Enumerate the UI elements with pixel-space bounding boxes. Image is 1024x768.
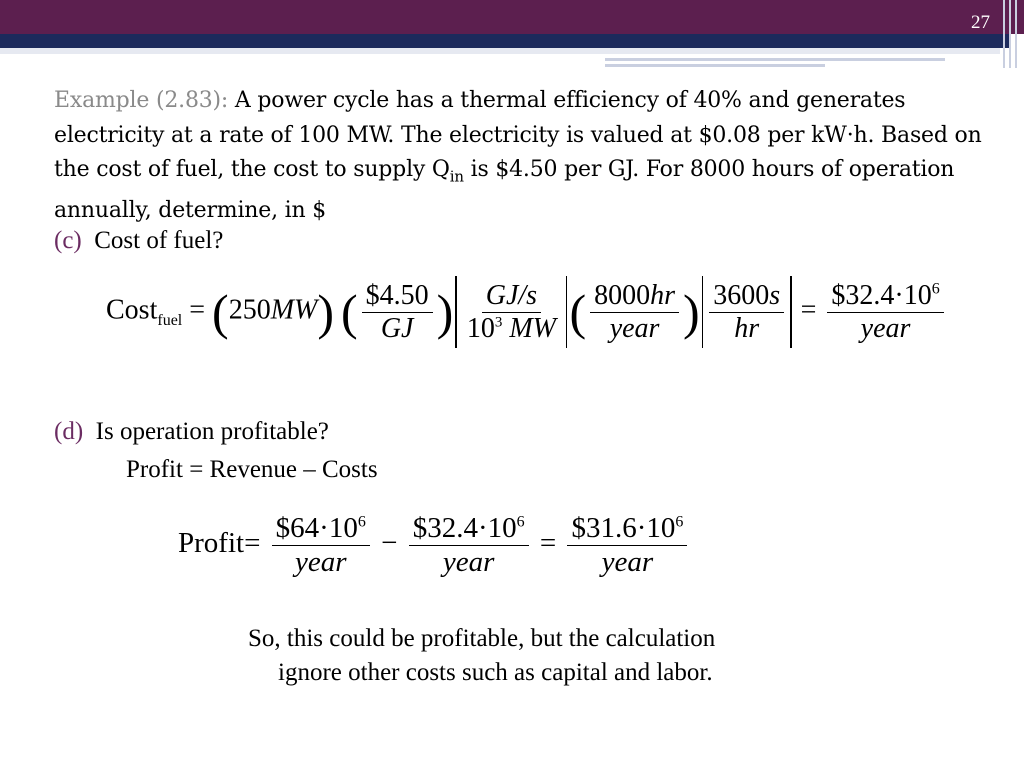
equals-sign: = [800,294,817,326]
conclusion-line-1: So, this could be profitable, but the calculation [248,625,716,652]
equals-sign: = [539,527,557,560]
revenue-num: $64·10 [275,512,358,544]
conclusion-line-2: ignore other costs such as capital and labor. [278,659,713,686]
problem-text: A power cycle has a thermal efficiency of 40% and generates electricity at a rate of 100 MW. The electricity is valued at $0.08 per kW·h. Based on the cost of fuel, the cost to supply Q [54,88,982,182]
paren: ( [212,284,229,340]
costs-num: $32.4·10 [412,512,517,544]
part-d-letter: (d) [54,418,84,445]
seconds-num-val: 3600 [713,279,770,311]
problem-text: is $4.50 per GJ. For 8000 hours of operation annually, determine, in $ [54,157,955,223]
minus-sign: − [381,527,398,560]
part-d [54,418,329,446]
conversion-den-coef: 10 [466,312,495,344]
profit-result-num: $31.6·10 [571,512,676,544]
seconds-num-unit: s [769,279,781,311]
seconds-den: hr [734,312,760,344]
profit-result-den: year [601,546,654,578]
power-unit: MW [270,294,318,326]
paren: ) [436,284,454,340]
cost-equation [106,276,948,348]
hours-den: year [609,312,660,344]
paren: ( [569,284,587,340]
bar [790,276,792,348]
hours-num-unit: hr [650,279,676,311]
header-rule [1003,0,1005,68]
header-stripe [0,48,1000,54]
cost-lhs: Cost [106,294,158,326]
conversion-den-exp: 3 [494,314,503,331]
q-subscript: in [449,167,464,186]
profit-lhs: Profit [178,527,245,560]
conclusion [248,622,715,690]
cost-result-fraction [827,280,943,345]
header-rule [1009,0,1011,68]
profit-equation [178,512,691,579]
profit-result-exp: 6 [675,513,684,531]
part-c-question: Cost of fuel? [94,227,224,254]
hours-num-val: 8000 [594,279,651,311]
profit-formula: Profit = Revenue – Costs [126,456,378,483]
example-label: Example (2.83): [54,88,229,113]
cost-result-exp: 6 [931,280,940,298]
bar [455,276,457,348]
costs-fraction [409,512,529,579]
bar [566,276,568,348]
header-rule [1015,0,1017,68]
power-value: 250 [228,294,271,326]
hours-fraction [590,280,679,345]
slide-number: 27 [971,12,990,33]
cost-lhs-sub: fuel [157,312,183,330]
fuel-price-den: GJ [380,312,414,344]
fuel-price-num: $4.50 [362,280,433,313]
problem-statement [54,84,994,228]
header-stripe [605,58,945,61]
costs-exp: 6 [516,513,525,531]
part-c [54,227,223,255]
revenue-den: year [294,546,347,578]
revenue-fraction [272,512,370,579]
part-d-question: Is operation profitable? [95,418,329,445]
equals-sign: = [189,294,206,326]
conversion-num: GJ/s [482,280,541,313]
equals-sign: = [244,527,261,560]
cost-result-den: year [860,312,911,344]
paren: ) [683,284,700,340]
title-bar [0,0,1024,34]
cost-result-num: $32.4·10 [831,279,932,311]
header-stripe [605,64,825,67]
conversion-fraction [463,280,560,345]
profit-result-fraction [567,512,687,579]
header-band [0,34,1010,48]
revenue-exp: 6 [357,513,366,531]
paren: ( [341,284,358,340]
costs-den: year [442,546,495,578]
part-c-letter: (c) [54,227,82,254]
bar [702,276,704,348]
seconds-fraction [709,280,784,345]
fuel-price-fraction [362,280,433,345]
paren: ) [317,284,334,340]
conversion-den-unit: MW [509,312,556,344]
